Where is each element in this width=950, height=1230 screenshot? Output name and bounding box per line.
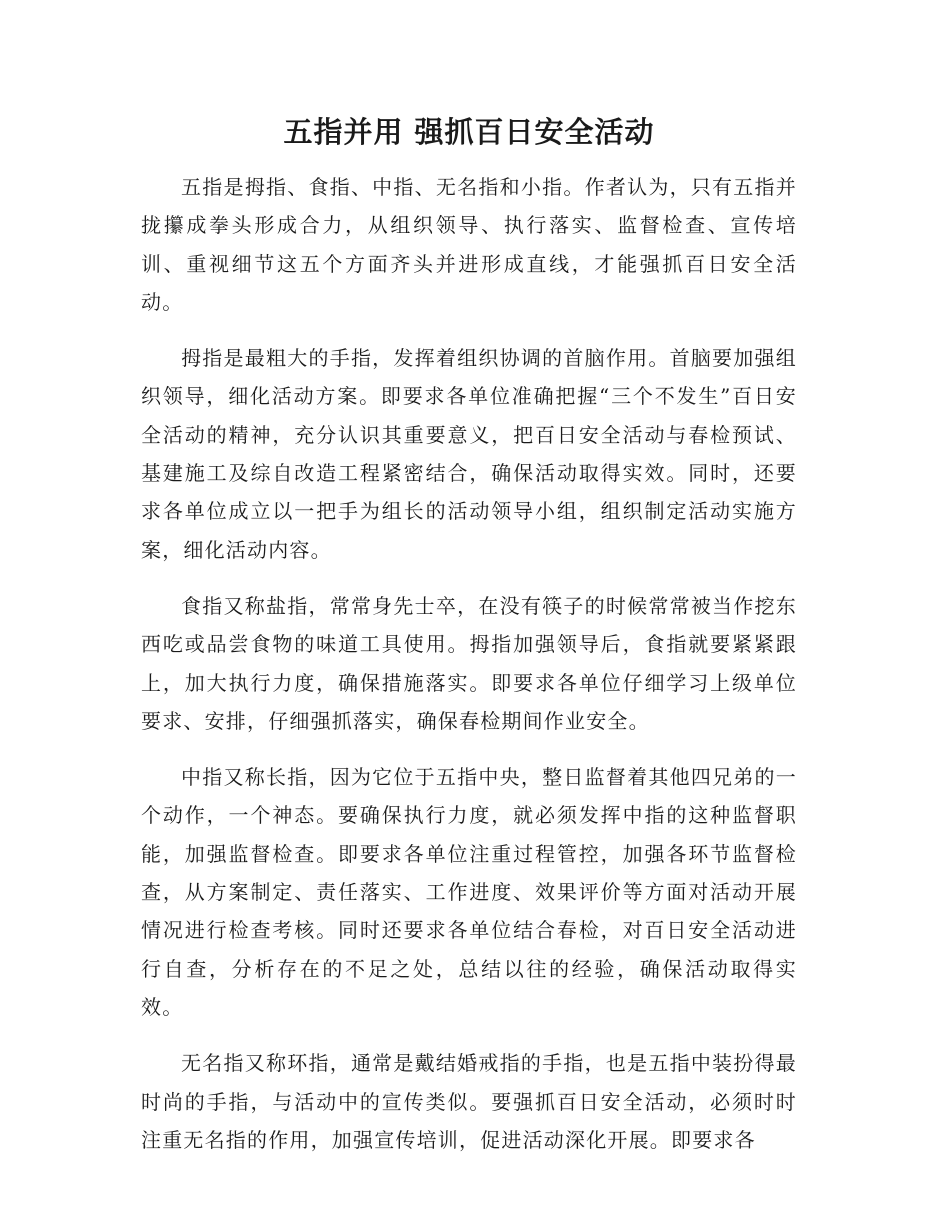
paragraph-middle-finger: 中指又称长指，因为它位于五指中央，整日监督着其他四兄弟的一个动作，一个神态。要确保执行力度，就必须发挥中指的这种监督职能，加强监督检查。即要求各单位注重过程管控，加强各环节监督检查，从方案制定、责任落实、工作进度、效果评价等方面对活动开展情况进行检查考核。同时还要求各单位结合春检，对百日安全活动进行自查，分析存在的不足之处，总结以往的经验，确保活动取得实效。 <box>141 765 797 1019</box>
document-page <box>141 112 797 1177</box>
paragraph-ring-finger: 无名指又称环指，通常是戴结婚戒指的手指，也是五指中装扮得最时尚的手指，与活动中的宣传类似。要强抓百日安全活动，必须时时注重无名指的作用，加强宣传培训，促进活动深化开展。即要求各 <box>141 1051 797 1152</box>
document-title: 五指并用 强抓百日安全活动 <box>283 115 655 149</box>
paragraph-intro: 五指是拇指、食指、中指、无名指和小指。作者认为，只有五指并拢攥成拳头形成合力，从组织领导、执行落实、监督检查、宣传培训、重视细节这五个方面齐头并进形成直线，才能强抓百日安全活动。 <box>141 175 797 314</box>
paragraph-index-finger: 食指又称盐指，常常身先士卒，在没有筷子的时候常常被当作挖东西吃或品尝食物的味道工具使用。拇指加强领导后，食指就要紧紧跟上，加大执行力度，确保措施落实。即要求各单位仔细学习上级单位要求、安排，仔细强抓落实，确保春检期间作业安全。 <box>141 593 797 733</box>
paragraph-thumb: 拇指是最粗大的手指，发挥着组织协调的首脑作用。首脑要加强组织领导，细化活动方案。即要求各单位准确把握“三个不发生”百日安全活动的精神，充分认识其重要意义，把百日安全活动与春检预试、基建施工及综自改造工程紧密结合，确保活动取得实效。同时，还要求各单位成立以一把手为组长的活动领导小组，组织制定活动实施方案，细化活动内容。 <box>141 346 797 562</box>
